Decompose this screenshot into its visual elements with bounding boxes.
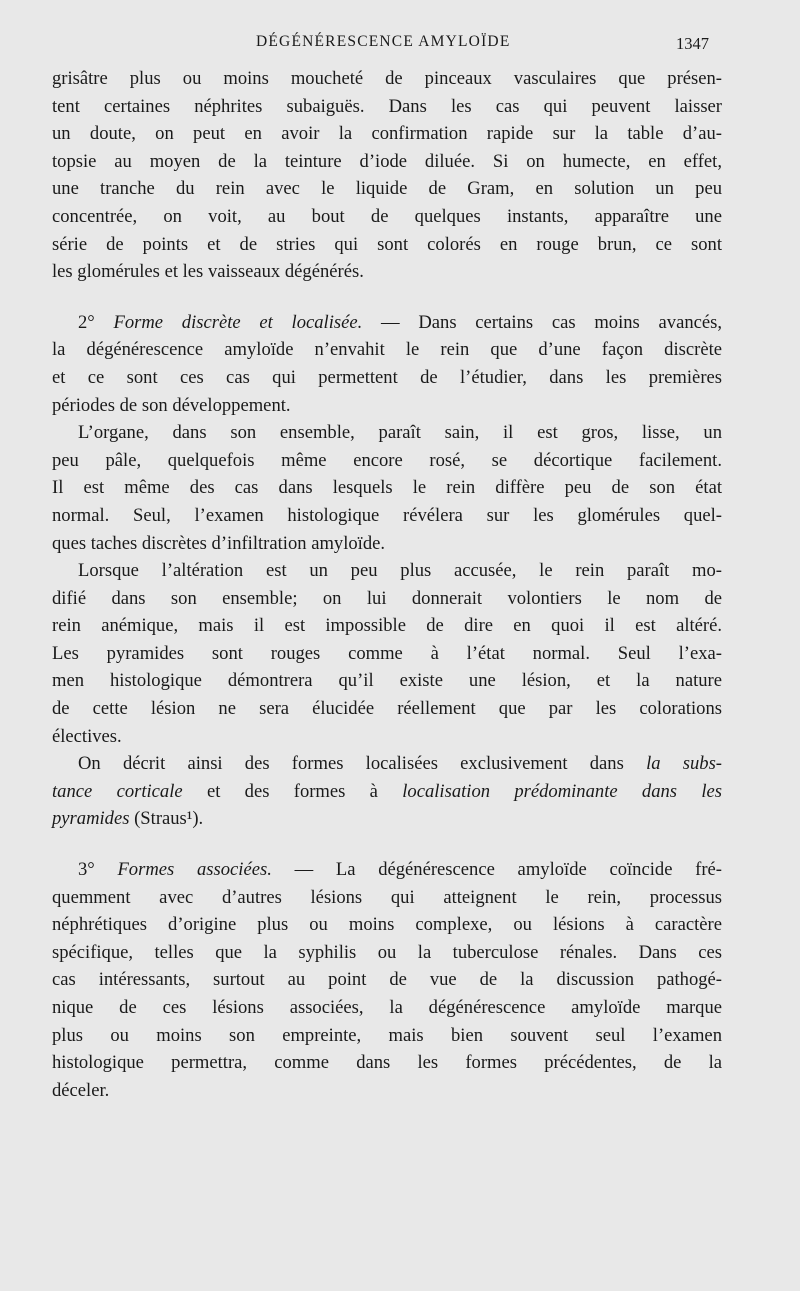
text-line [52, 750, 722, 778]
section-title: Formes associées. [117, 859, 272, 881]
body-text [52, 65, 722, 1104]
text-line: difié dans son ensemble; on lui donnerait volontiers le nom de [52, 587, 722, 609]
text-line: les glomérules et les vaisseaux dégénérés. [52, 261, 364, 283]
section-discrete [52, 309, 722, 419]
text-run: et des formes à [182, 780, 403, 802]
text-line: et ce sont ces cas qui permettent de l’étudier, dans les premières [52, 366, 722, 388]
text-line: électives. [52, 725, 122, 747]
text-line: une tranche du rein avec le liquide de Gram, en solution un peu [52, 178, 722, 200]
text-line: série de points et de stries qui sont colorés en rouge brun, ce sont [52, 233, 722, 255]
text-line: spécifique, telles que la syphilis ou la tuberculose rénales. Dans ces [52, 941, 722, 963]
text-line: topsie au moyen de la teinture d’iode diluée. Si on humecte, en effet, [52, 150, 722, 172]
section-associated [52, 856, 722, 1104]
section-title: Forme discrète et localisée. [113, 311, 363, 333]
text-line: histologique permettra, comme dans les formes précédentes, de la [52, 1052, 722, 1074]
page-number: 1347 [676, 34, 709, 53]
section-number: 3° [78, 859, 95, 881]
paragraph [52, 419, 722, 557]
text-line: normal. Seul, l’examen histologique révélera sur les glomérules quel- [52, 504, 722, 526]
text-line: peu pâle, quelquefois même encore rosé, se décortique facilement. [52, 449, 722, 471]
text-line: un doute, on peut en avoir la confirmation rapide sur la table d’au- [52, 123, 722, 145]
text-line: ques taches discrètes d’infiltration amyloïde. [52, 532, 386, 554]
text-line: de cette lésion ne sera élucidée réellement que par les colorations [52, 698, 722, 720]
text-line: plus ou moins son empreinte, mais bien souvent seul l’examen [52, 1024, 722, 1046]
text-run-italic: la subs- [646, 753, 722, 775]
text-run: — Dans certains cas moins avancés, [362, 311, 723, 333]
text-line: rein anémique, mais il est impossible de dire en quoi il est altéré. [52, 615, 722, 637]
section-number: 2° [78, 311, 95, 333]
section-gap [52, 833, 722, 856]
paragraph [52, 65, 722, 286]
text-line: concentrée, on voit, au bout de quelques instants, apparaître une [52, 205, 722, 227]
section-heading-line [52, 309, 722, 337]
running-title: DÉGÉNÉRESCENCE AMYLOÏDE [256, 33, 511, 50]
paragraph [52, 750, 722, 833]
text-run: On décrit ainsi des formes localisées exclusivement dans [78, 753, 647, 775]
text-line: quemment avec d’autres lésions qui atteignent le rein, processus [52, 886, 722, 908]
text-run: — La dégénérescence amyloïde coïncide fré- [271, 859, 722, 881]
text-line: L’organe, dans son ensemble, paraît sain, il est gros, lisse, un [78, 422, 722, 444]
text-line: tent certaines néphrites subaiguës. Dans les cas qui peuvent laisser [52, 95, 722, 117]
page-header [0, 33, 800, 59]
text-run-italic: tance corticale [52, 780, 183, 802]
text-line: Il est même des cas dans lesquels le rein diffère peu de son état [52, 477, 722, 499]
text-line: néphrétiques d’origine plus ou moins complexe, ou lésions à caractère [52, 914, 722, 936]
text-line [52, 805, 722, 833]
text-run-italic: pyramides [52, 808, 130, 830]
text-line: nique de ces lésions associées, la dégénérescence amyloïde marque [52, 997, 722, 1018]
text-line: déceler. [52, 1079, 110, 1101]
paragraph [52, 557, 722, 750]
text-line: Les pyramides sont rouges comme à l’état normal. Seul l’exa- [52, 642, 722, 664]
text-run-italic: localisation prédominante dans les [402, 780, 722, 802]
section-gap [52, 286, 722, 309]
text-line: grisâtre plus ou moins moucheté de pinceaux vasculaires que présen- [52, 68, 722, 89]
text-line: Lorsque l’altération est un peu plus accusée, le rein paraît mo- [78, 560, 722, 582]
text-run: (Straus¹). [129, 808, 204, 830]
text-line: périodes de son développement. [52, 394, 291, 416]
text-line [52, 778, 722, 806]
text-line: la dégénérescence amyloïde n’envahit le rein que d’une façon discrète [52, 339, 722, 361]
text-line: men histologique démontrera qu’il existe une lésion, et la nature [52, 670, 722, 692]
text-line: cas intéressants, surtout au point de vue de la discussion pathogé- [52, 969, 722, 991]
section-heading-line [52, 856, 722, 884]
